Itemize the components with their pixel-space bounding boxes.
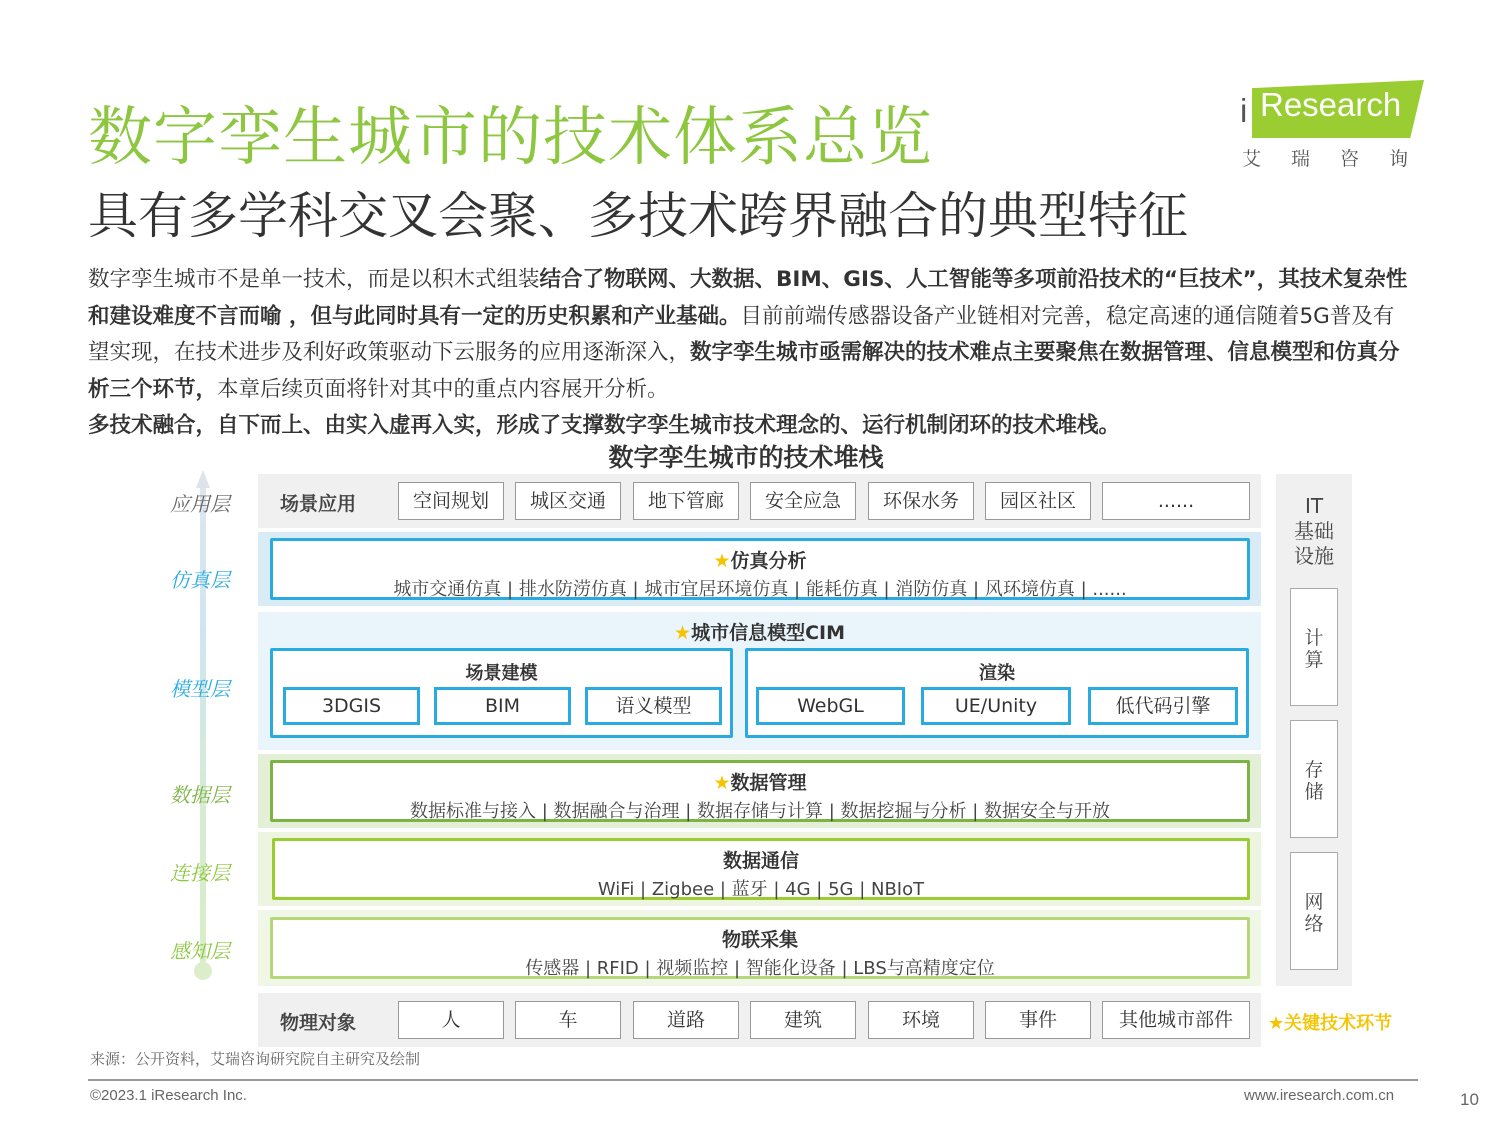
data-management-title-text: 数据管理: [730, 772, 807, 794]
scene-app-item: 空间规划: [398, 482, 504, 520]
physical-item: 环境: [868, 1001, 974, 1039]
scene-app-item: 城区交通: [515, 482, 621, 520]
it-infra-title-line: IT: [1304, 494, 1324, 518]
para-text-2: 目前前端传感器设备产业链相对完善，稳定高速的通信随着5G普及有望实现，在技术进步及利好政策驱动下云服务的应用逐渐深入，: [88, 303, 1395, 365]
source-note: 来源：公开资料，艾瑞咨询研究院自主研究及绘制: [90, 1050, 421, 1068]
storage-box: [1290, 720, 1338, 838]
axis-arrowhead: [196, 470, 210, 488]
physical-item: 事件: [985, 1001, 1091, 1039]
layer-label-model: 模型层: [170, 677, 230, 701]
simulation-items: 城市交通仿真 | 排水防涝仿真 | 城市宜居环境仿真 | 能耗仿真 | 消防仿真 | 风环境仿真 | ......: [393, 579, 1127, 600]
logo-text: Research: [1260, 86, 1402, 123]
layer-label-data: 数据层: [170, 783, 230, 807]
key-legend: ★关键技术环节: [1268, 1013, 1393, 1034]
page-number: 10: [1460, 1090, 1479, 1109]
storage-label: 存储: [1304, 759, 1324, 803]
iot-title: 物联采集: [721, 929, 798, 951]
axis-line: [200, 484, 206, 974]
diagram-title: [0, 438, 1500, 474]
logo-i: i: [1240, 92, 1248, 129]
rendering-item: 低代码引擎: [1088, 687, 1238, 725]
scene-app-item: 安全应急: [750, 482, 856, 520]
page-title: 数字孪生城市的技术体系总览: [88, 101, 933, 175]
scene-modeling-item: BIM: [434, 687, 571, 725]
data-management-box: [270, 760, 1250, 822]
physical-item: 车: [515, 1001, 621, 1039]
data-management-items: 数据标准与接入 | 数据融合与治理 | 数据存储与计算 | 数据挖掘与分析 | 数据安全与开放: [409, 801, 1111, 822]
rendering-item: WebGL: [756, 687, 905, 725]
data-comm-title: 数据通信: [722, 850, 799, 872]
layer-label-simulation: 仿真层: [170, 568, 230, 592]
layer-label-application: 应用层: [170, 492, 230, 516]
cim-title: [258, 618, 1261, 645]
page-subtitle: 具有多学科交叉会聚、多技术跨界融合的典型特征: [88, 187, 1188, 245]
layer-axis-arrow: [196, 470, 210, 980]
scene-app-item: 环保水务: [868, 482, 974, 520]
it-infra-title-line: 基础: [1294, 519, 1334, 543]
scene-modeling-title: 场景建模: [465, 663, 538, 684]
it-infra-title: [1276, 494, 1352, 569]
website-link[interactable]: www.iresearch.com.cn: [1244, 1087, 1395, 1104]
simulation-box: [270, 538, 1250, 600]
cim-title-text: 城市信息模型CIM: [691, 622, 845, 644]
iot-box: [270, 917, 1250, 979]
simulation-title-text: 仿真分析: [730, 550, 807, 572]
scene-app-item: 地下管廊: [633, 482, 739, 520]
scene-app-item: 园区社区: [985, 482, 1091, 520]
layer-label-perception: 感知层: [170, 939, 230, 963]
compute-label: 计算: [1304, 627, 1324, 671]
physical-item: 道路: [633, 1001, 739, 1039]
physical-item: 其他城市部件: [1102, 1001, 1250, 1039]
scene-app-label: 场景应用: [280, 493, 357, 515]
intro-paragraph: [88, 262, 1408, 445]
simulation-title: [273, 546, 1247, 573]
scene-modeling-item: 语义模型: [585, 687, 722, 725]
network-label: 网络: [1304, 891, 1324, 935]
layer-label-connection: 连接层: [170, 861, 230, 885]
iresearch-logo: [1238, 78, 1439, 173]
para-bold-1: 结合了物联网、大数据、BIM、GIS、人工智能等多项前沿技术的“巨技术”，其技术复杂性和建设难度不言而喻 ，但与此同时具有一定的历史积累和产业基础。: [88, 267, 1408, 329]
para-bold-2: 数字孪生城市亟需解决的技术难点主要聚焦在数据管理、信息模型和仿真分析三个环节，: [88, 340, 1400, 402]
compute-box: [1290, 588, 1338, 706]
physical-item: 人: [398, 1001, 504, 1039]
rendering-title: 渲染: [979, 663, 1015, 684]
scene-modeling-item: 3DGIS: [283, 687, 420, 725]
star-icon: ★: [674, 622, 692, 644]
star-icon: ★: [713, 550, 731, 572]
data-comm-items: WiFi | Zigbee | 蓝牙 | 4G | 5G | NBIoT: [597, 879, 925, 900]
data-comm-box: [272, 838, 1250, 900]
iot-items: 传感器 | RFID | 视频监控 | 智能化设备 | LBS与高精度定位: [525, 958, 995, 979]
data-management-title: [273, 768, 1247, 795]
physical-item: 建筑: [750, 1001, 856, 1039]
diagram-title-text: 数字孪生城市的技术堆栈: [608, 443, 884, 472]
para-bold-3: 多技术融合，自下而上、由实入虚再入实，形成了支撑数字孪生城市技术理念的、运行机制闭环的技术堆栈。: [88, 413, 1121, 438]
rendering-item: UE/Unity: [921, 687, 1071, 725]
network-box: [1290, 852, 1338, 970]
para-text-1: 数字孪生城市不是单一技术，而是以积木式组装: [88, 267, 540, 292]
it-infra-title-line: 设施: [1294, 544, 1334, 568]
axis-base-dot: [194, 962, 212, 980]
copyright: ©2023.1 iResearch Inc.: [90, 1087, 247, 1104]
star-icon: ★: [713, 772, 731, 794]
footer-divider: [88, 1079, 1418, 1081]
physical-label: 物理对象: [280, 1012, 357, 1034]
para-text-3: 本章后续页面将针对其中的重点内容展开分析。: [217, 376, 669, 402]
scene-app-item: ......: [1102, 482, 1250, 520]
logo-subtitle: 艾瑞咨询: [1242, 148, 1439, 170]
